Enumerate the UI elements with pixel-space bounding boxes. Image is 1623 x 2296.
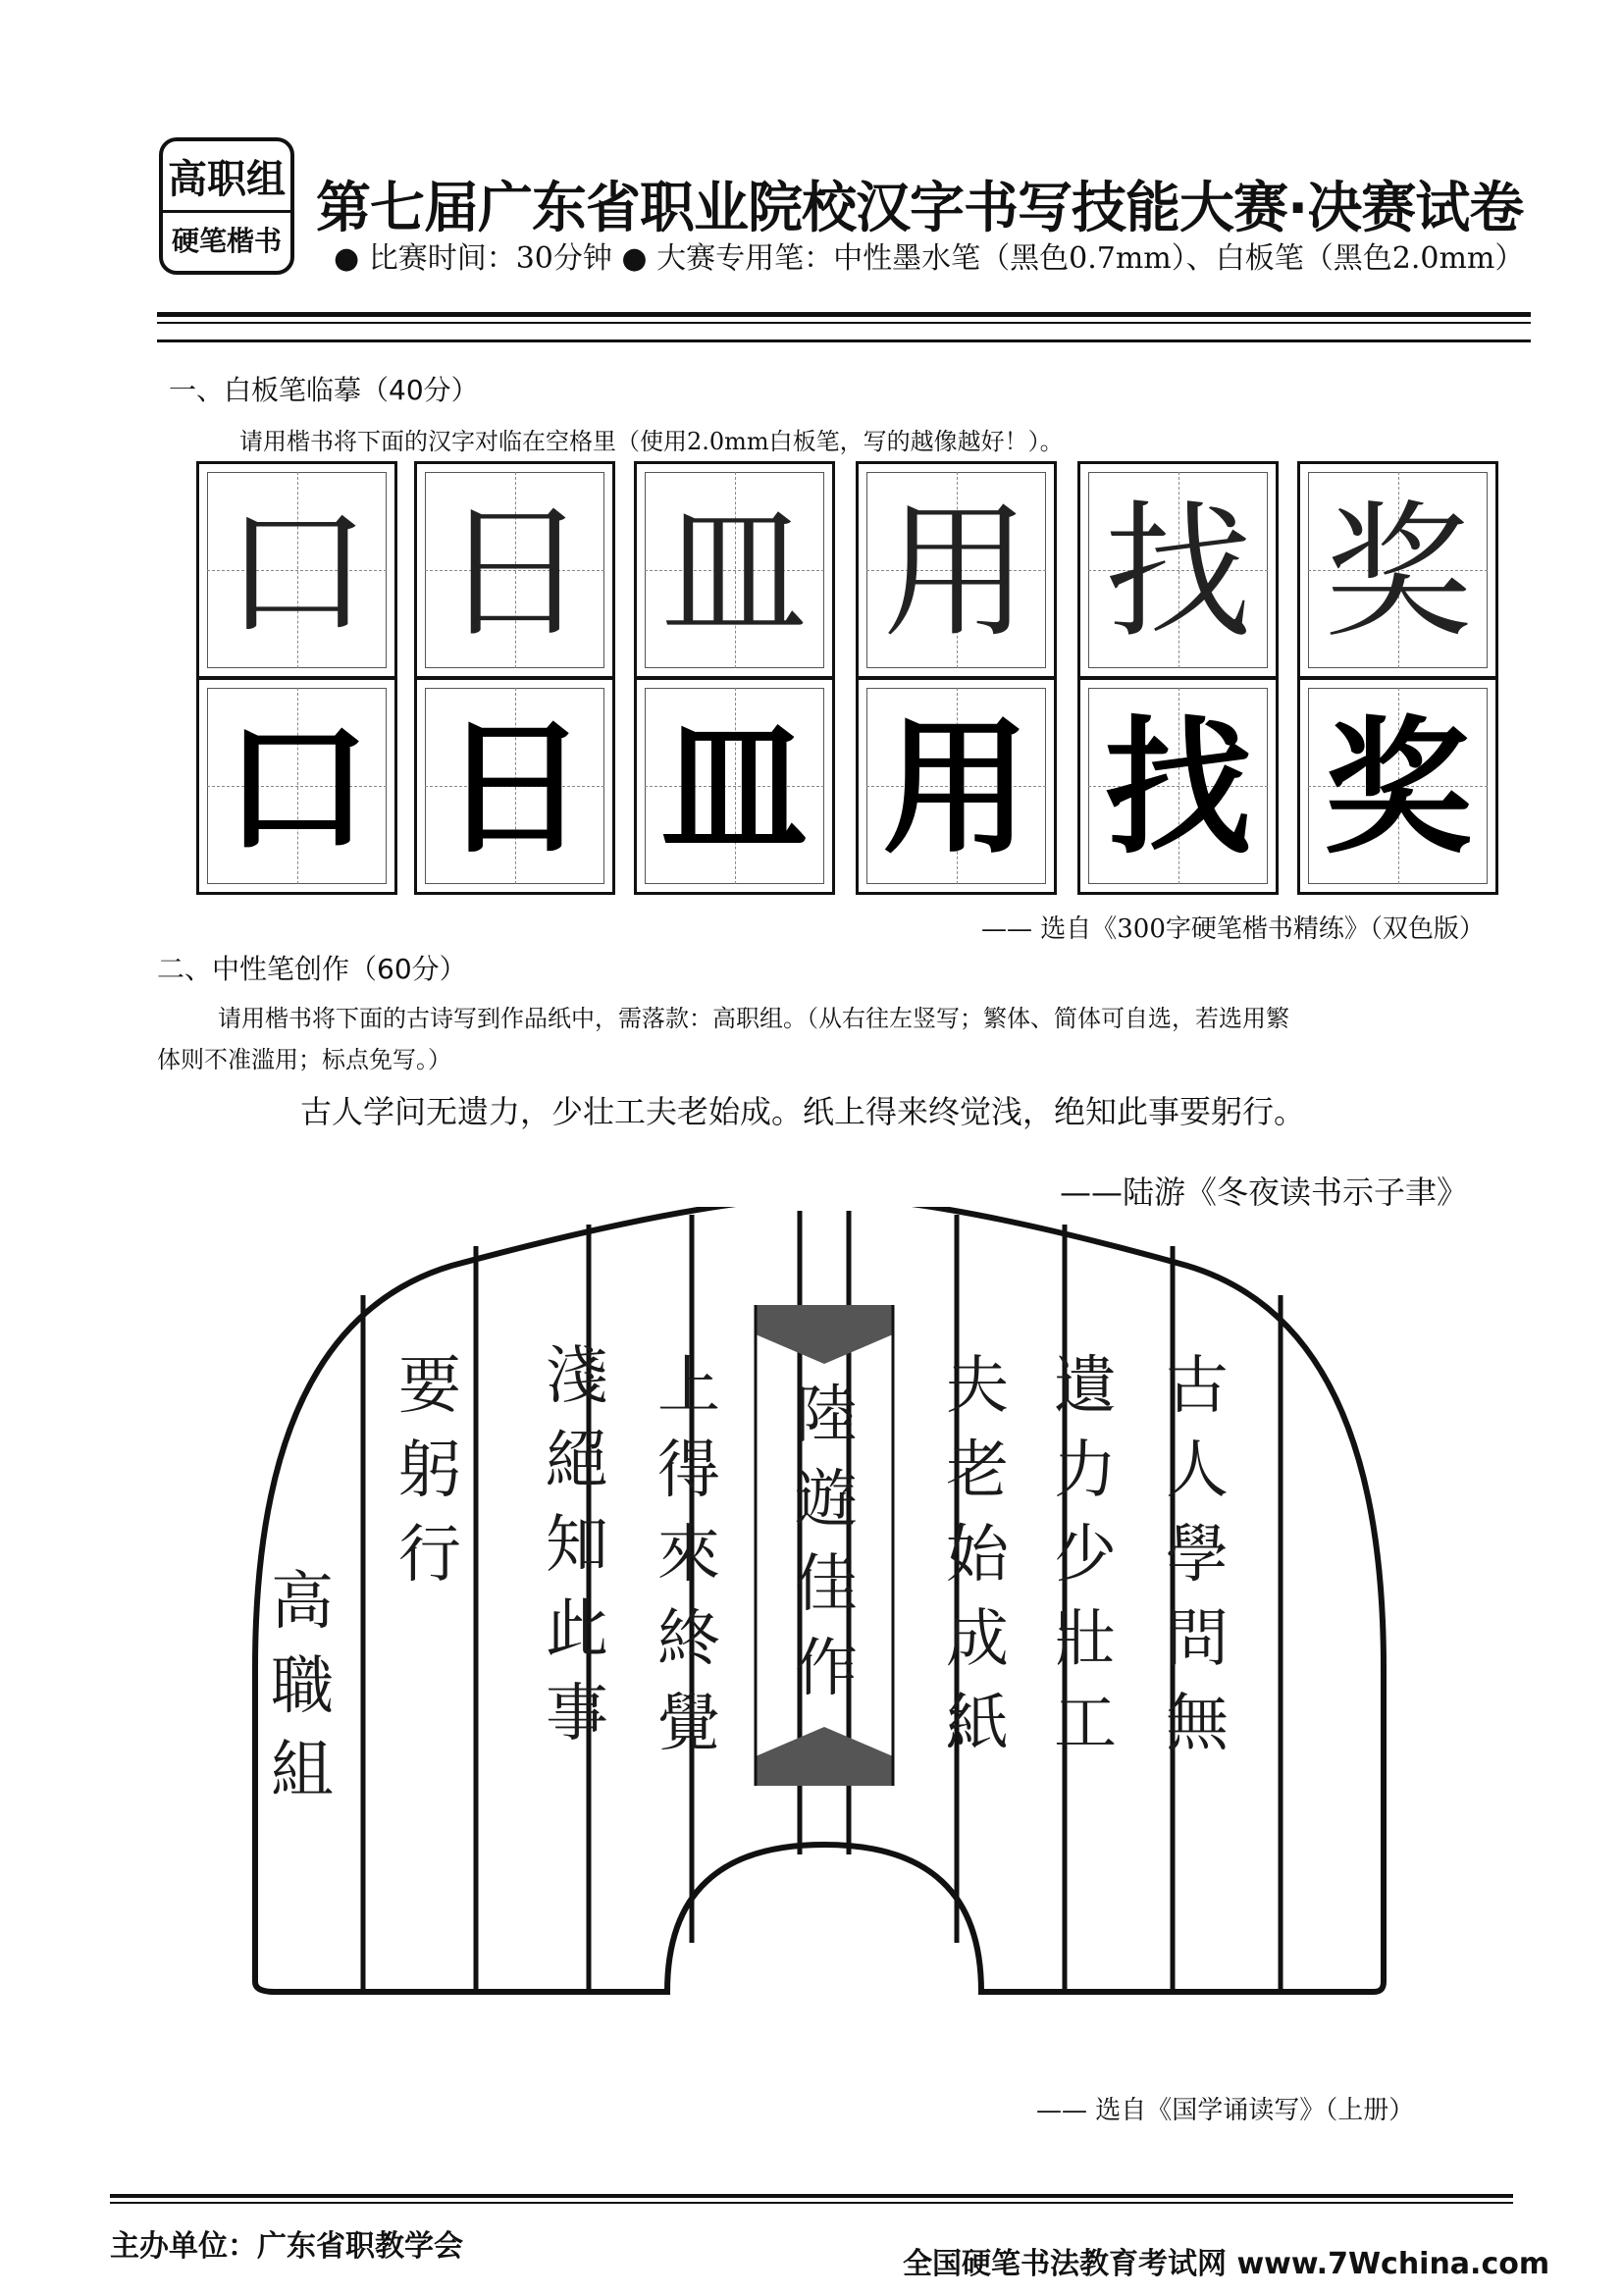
model-character: 日 xyxy=(441,704,589,874)
practice-cell xyxy=(196,677,397,895)
model-character: 皿 xyxy=(660,704,809,874)
artwork-column: 淺 絕 知 此 事 xyxy=(546,1340,608,1750)
section1-instruction: 请用楷书将下面的汉字对临在空格里（使用2.0mm白板笔，写的越像越好！）。 xyxy=(239,428,1064,455)
artwork-source: —— 选自《国学诵读写》（上册） xyxy=(1036,2096,1415,2125)
model-character: 皿 xyxy=(660,488,809,658)
model-character: 奖 xyxy=(1324,704,1472,874)
model-character: 用 xyxy=(882,704,1030,874)
header-divider-thin xyxy=(157,322,1531,324)
practice-cell xyxy=(634,461,835,679)
model-character: 日 xyxy=(441,488,589,658)
practice-cell xyxy=(634,677,835,895)
practice-cell xyxy=(414,677,615,895)
artwork-column: 上 得 來 終 覺 xyxy=(657,1350,720,1760)
model-character: 口 xyxy=(223,704,371,874)
badge-group-label: 高职组 xyxy=(163,149,290,213)
artwork-column: 古 人 學 問 無 xyxy=(1166,1350,1229,1760)
practice-cell xyxy=(1297,461,1498,679)
section2-instruction-line2: 体则不准滥用；标点免写。） xyxy=(157,1046,451,1073)
page-title: 第七届广东省职业院校汉字书写技能大赛·决赛试卷 xyxy=(316,177,1524,240)
badge-category-label: 硬笔楷书 xyxy=(171,225,282,257)
practice-cell xyxy=(1077,677,1279,895)
group-badge xyxy=(159,137,294,275)
footer-divider-thin xyxy=(110,2202,1513,2204)
practice-cell xyxy=(414,461,615,679)
artwork-column: 高 職 組 xyxy=(271,1566,334,1807)
poem-source: ——陆游《冬夜读书示子聿》 xyxy=(1060,1174,1469,1211)
practice-cell xyxy=(196,461,397,679)
practice-cell xyxy=(856,461,1057,679)
practice-cell xyxy=(856,677,1057,895)
artwork-column: 要 躬 行 xyxy=(398,1350,461,1592)
practice-cell xyxy=(1077,461,1279,679)
section2-heading: 二、中性笔创作（60分） xyxy=(157,953,467,985)
artwork-column: 夫 老 始 成 紙 xyxy=(946,1350,1009,1760)
artwork-column: 陸 遊 佳 作 xyxy=(795,1380,858,1705)
section1-source: —— 选自《300字硬笔楷书精练》（双色版） xyxy=(981,914,1485,944)
model-character: 找 xyxy=(1104,704,1252,874)
model-character: 口 xyxy=(223,488,371,658)
model-character: 奖 xyxy=(1324,488,1472,658)
section1-heading: 一、白板笔临摹（40分） xyxy=(169,374,479,406)
artwork-column: 遺 力 少 壯 工 xyxy=(1054,1350,1117,1760)
header-divider-thick xyxy=(157,312,1531,317)
model-character: 用 xyxy=(882,488,1030,658)
section2-instruction-line1: 请用楷书将下面的古诗写到作品纸中，需落款：高职组。（从右往左竖写；繁体、简体可自选，若选用繁 xyxy=(218,1005,1289,1032)
website: 全国硬笔书法教育考试网 www.7Wchina.com xyxy=(903,2247,1550,2281)
exam-info: ● 比赛时间：30分钟 ● 大赛专用笔：中性墨水笔（黑色0.7mm）、白板笔（黑色2.0mm） xyxy=(334,241,1525,276)
model-character: 找 xyxy=(1104,488,1252,658)
poem-text: 古人学问无遗力，少壮工夫老始成。纸上得来终觉浅，绝知此事要躬行。 xyxy=(300,1093,1306,1130)
organizer: 主办单位：广东省职教学会 xyxy=(110,2229,463,2264)
practice-cell xyxy=(1297,677,1498,895)
header-divider-bottom xyxy=(157,339,1531,342)
footer-divider xyxy=(110,2194,1513,2198)
